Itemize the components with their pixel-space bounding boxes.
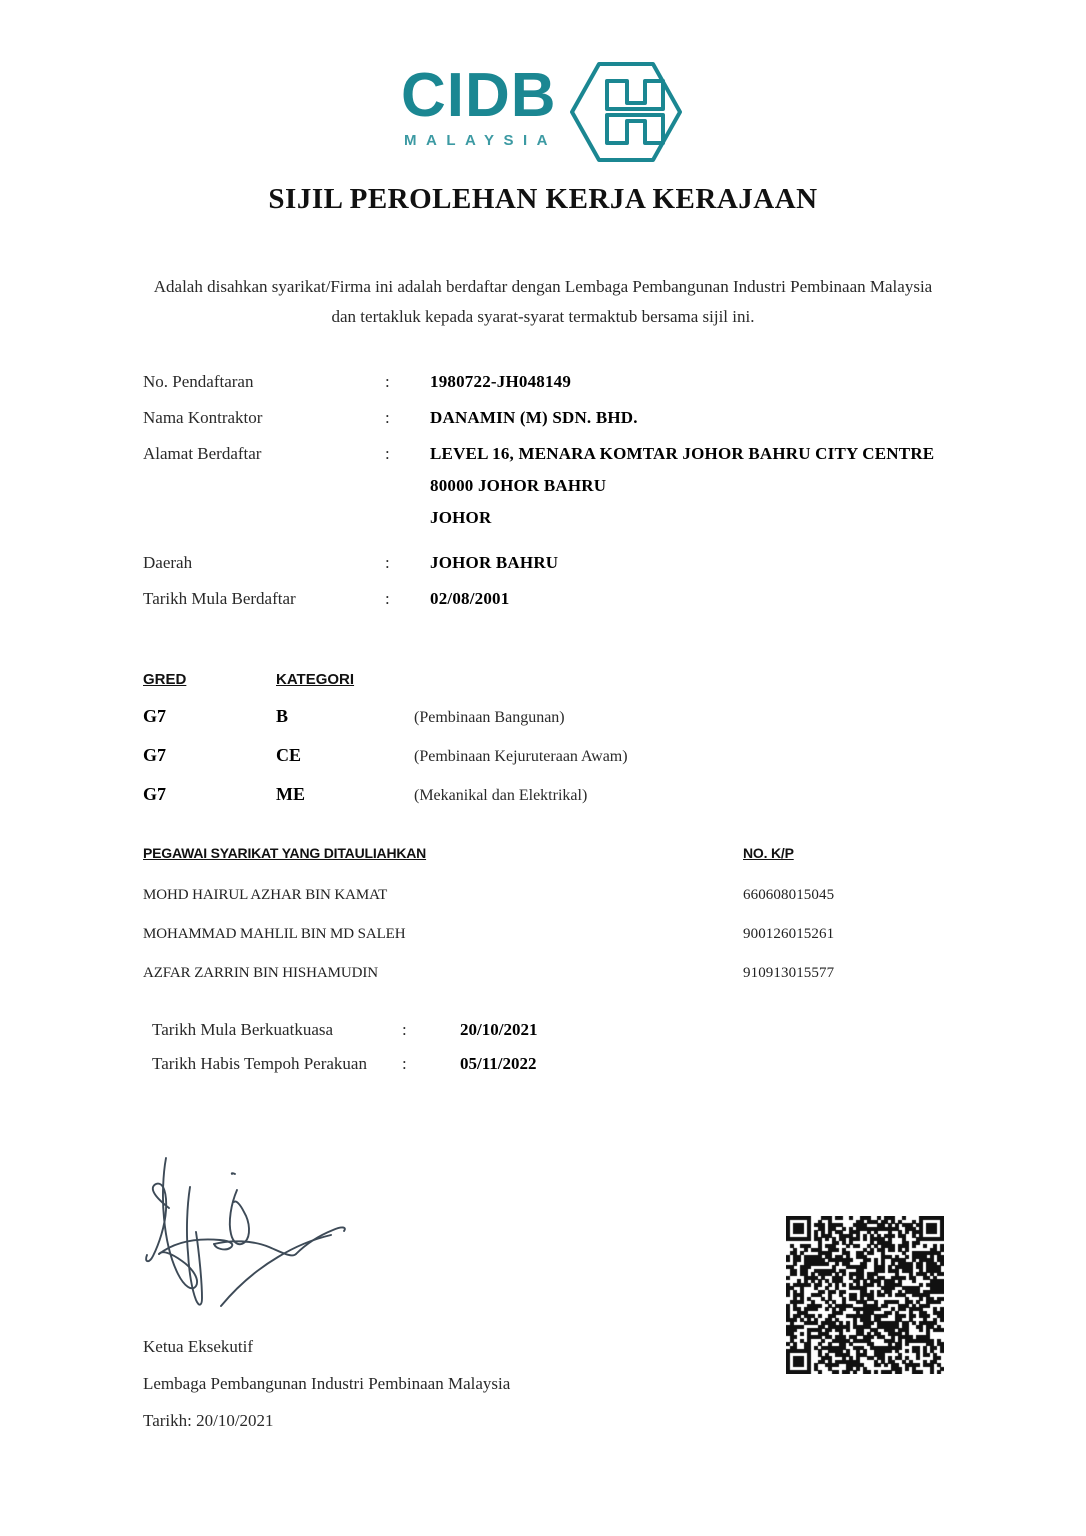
detail-value-registration-date: 02/08/2001 <box>430 589 510 608</box>
grades-table-header <box>143 671 843 688</box>
grade-value: G7 <box>143 745 167 765</box>
table-row <box>143 926 953 943</box>
officer-name: AZFAR ZARRIN BIN HISHAMUDIN <box>143 965 378 981</box>
footer-organisation: Lembaga Pembangunan Industri Pembinaan Malaysia <box>143 1374 511 1393</box>
signature-footer <box>143 1328 763 1439</box>
officer-ic-number: 900126015261 <box>743 926 835 942</box>
validity-row-start <box>152 1020 852 1040</box>
table-row <box>143 965 953 982</box>
detail-value-address <box>430 442 1023 538</box>
table-row <box>143 784 843 805</box>
certificate-logo-header <box>0 52 1086 172</box>
category-code: ME <box>276 784 305 804</box>
detail-colon: : <box>385 408 390 427</box>
table-row <box>143 745 843 766</box>
detail-row-daerah <box>143 551 1023 574</box>
detail-value-district: JOHOR BAHRU <box>430 553 559 572</box>
detail-label: Nama Kontraktor <box>143 408 263 427</box>
authorised-officers-table <box>143 845 953 1004</box>
validity-row-end <box>152 1054 852 1074</box>
category-description: (Pembinaan Bangunan) <box>414 709 565 726</box>
validity-label: Tarikh Mula Berkuatkuasa <box>152 1020 334 1039</box>
grade-value: G7 <box>143 784 167 804</box>
validity-period <box>152 1020 852 1088</box>
detail-colon: : <box>385 589 390 608</box>
detail-label: Tarikh Mula Berdaftar <box>143 589 296 608</box>
detail-colon: : <box>385 372 390 391</box>
column-header-officer-name: PEGAWAI SYARIKAT YANG DITAULIAHKAN <box>143 845 427 861</box>
grades-table <box>143 671 843 823</box>
category-code: CE <box>276 745 302 765</box>
validity-label: Tarikh Habis Tempoh Perakuan <box>152 1054 367 1073</box>
officer-ic-number: 660608015045 <box>743 887 835 903</box>
qr-code-canvas[interactable] <box>786 1216 944 1374</box>
detail-colon: : <box>385 444 390 463</box>
detail-label: Alamat Berdaftar <box>143 444 262 463</box>
footer-role: Ketua Eksekutif <box>143 1337 253 1356</box>
detail-row-tarikh-mula-berdaftar <box>143 587 1023 610</box>
validity-colon: : <box>402 1020 407 1039</box>
signature-image <box>128 1140 378 1315</box>
category-description: (Mekanikal dan Elektrikal) <box>414 787 588 804</box>
detail-row-alamat-berdaftar <box>143 442 1023 538</box>
detail-colon: : <box>385 553 390 572</box>
address-line-3: JOHOR <box>430 508 492 527</box>
certificate-title: SIJIL PEROLEHAN KERJA KERAJAAN <box>268 183 818 215</box>
validity-end-date: 05/11/2022 <box>460 1054 537 1073</box>
column-header-kategori: KATEGORI <box>276 671 355 688</box>
detail-label: No. Pendaftaran <box>143 372 254 391</box>
table-row <box>143 706 843 727</box>
table-row <box>143 887 953 904</box>
malaysia-wordmark: MALAYSIA <box>404 132 557 149</box>
category-description: (Pembinaan Kejuruteraan Awam) <box>414 748 628 765</box>
officer-name: MOHD HAIRUL AZHAR BIN KAMAT <box>143 887 388 903</box>
detail-value-registration-number: 1980722-JH048149 <box>430 372 572 391</box>
detail-row-nama-kontraktor <box>143 406 1023 429</box>
category-code: B <box>276 706 289 726</box>
qr-code[interactable] <box>786 1216 944 1374</box>
officers-table-header <box>143 845 953 861</box>
officer-name: MOHAMMAD MAHLIL BIN MD SALEH <box>143 926 406 942</box>
handwritten-signature-icon <box>128 1140 378 1315</box>
cidb-hexagon-h-icon <box>567 59 685 165</box>
footer-date: Tarikh: 20/10/2021 <box>143 1411 274 1430</box>
grade-value: G7 <box>143 706 167 726</box>
detail-row-no-pendaftaran <box>143 370 1023 393</box>
detail-value-contractor-name: DANAMIN (M) SDN. BHD. <box>430 408 638 427</box>
officer-ic-number: 910913015577 <box>743 965 835 981</box>
column-header-ic-number: NO. K/P <box>743 845 794 861</box>
column-header-gred: GRED <box>143 671 187 688</box>
address-line-2: 80000 JOHOR BAHRU <box>430 476 607 495</box>
address-line-1: LEVEL 16, MENARA KOMTAR JOHOR BAHRU CITY CENTRE <box>430 444 935 463</box>
registration-details <box>143 370 1023 623</box>
certificate-intro-text: Adalah disahkan syarikat/Firma ini adalah berdaftar dengan Lembaga Pembangunan Industri Pembinaan Malaysia dan tertakluk kepada syarat-syarat termaktub bersama sijil ini. <box>153 277 933 326</box>
detail-label: Daerah <box>143 553 193 572</box>
cidb-wordmark: CIDB <box>401 61 557 130</box>
validity-start-date: 20/10/2021 <box>460 1020 538 1039</box>
validity-colon: : <box>402 1054 407 1073</box>
